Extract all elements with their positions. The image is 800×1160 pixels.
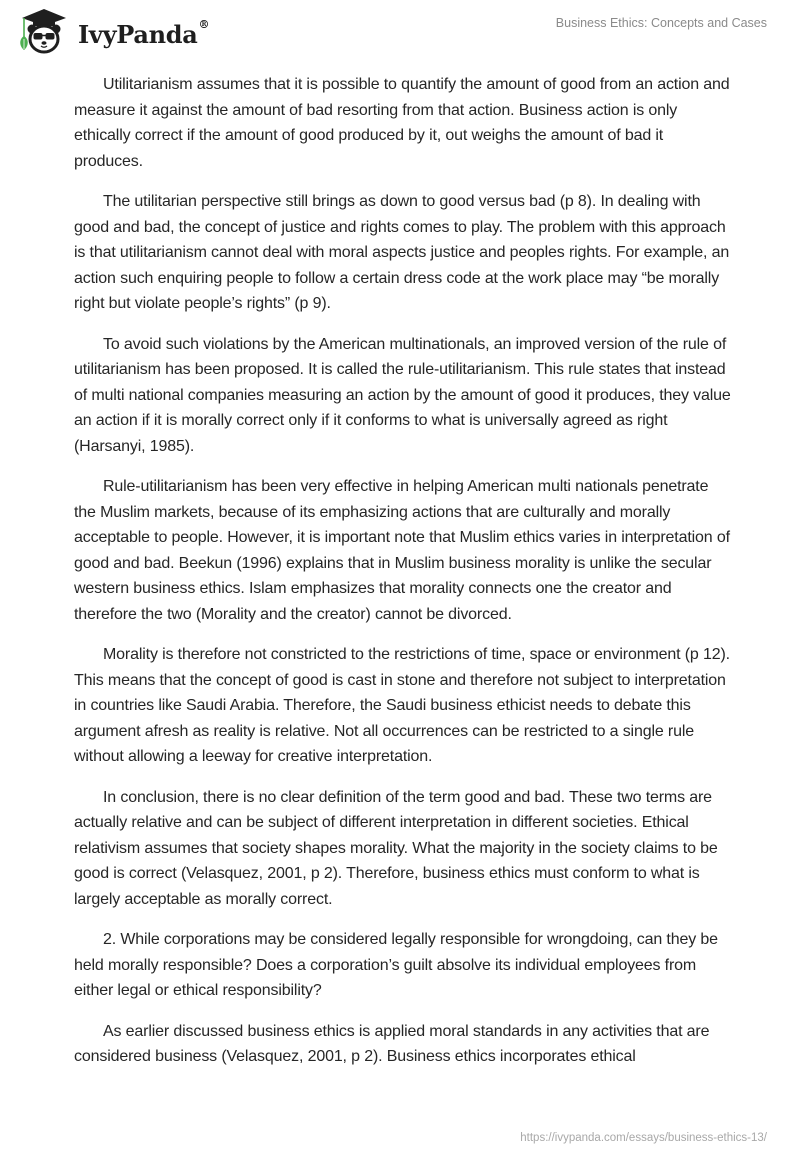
- registered-mark: ®: [198, 17, 210, 31]
- paragraph: In conclusion, there is no clear definition of the term good and bad. These two terms are actually relative and can be subject of different interpretation in different societies. Ethical relativism assumes that society shapes morality. What the majority in the society claims to be good is correct (Velasquez, 2001, p 2). Therefore, business ethics must conform to what is largely acceptable as morally correct.: [74, 788, 718, 908]
- brand-name-text: IvyPanda: [78, 19, 198, 49]
- document-title: Business Ethics: Concepts and Cases: [555, 16, 767, 30]
- paragraph: As earlier discussed business ethics is applied moral standards in any activities that are considered business (Velasquez, 2001, p 2). Business ethics incorporates ethical: [74, 1022, 710, 1065]
- question-paragraph: 2. While corporations may be considered legally responsible for wrongdoing, can they be held morally responsible? Does a corporation’s guilt absolve its individual employees from either legal or ethical responsibility?: [74, 931, 718, 999]
- brand-name: [78, 17, 210, 49]
- source-url-link[interactable]: https://ivypanda.com/essays/business-ethics-13/: [520, 1132, 767, 1144]
- panda-graduate-icon: [14, 6, 72, 56]
- paragraph: Rule-utilitarianism has been very effective in helping American multi nationals penetrate the Muslim markets, because of its emphasizing actions that are culturally and morally acceptable to people. However, it is important note that Muslim ethics varies in interpretation of good and bad. Beekun (1996) explains that in Muslim business morality is unlike the secular western business ethics. Islam emphasizes that morality connects one the creator and therefore the two (Morality and the creator) cannot be divorced.: [74, 478, 730, 623]
- paragraph: The utilitarian perspective still brings as down to good versus bad (p 8). In dealing with good and bad, the concept of justice and rights comes to play. The problem with this approach is that utilitarianism cannot deal with moral aspects justice and peoples rights. For example, an action such enquiring people to follow a certain dress code at the work place may “be morally right but violate people’s rights” (p 9).: [74, 193, 730, 312]
- essay-body: [74, 72, 734, 1085]
- paragraph: To avoid such violations by the American multinationals, an improved version of the rule of utilitarianism has been proposed. It is called the rule-utilitarianism. This rule states that instead of multi national companies measuring an action by the amount of good it produces, they value an action if it is morally correct only if it conforms to what is universally agreed as right (Harsanyi, 1985).: [74, 335, 731, 455]
- page-header: [0, 0, 800, 56]
- paragraph: Morality is therefore not constricted to the restrictions of time, space or environment (p 12). This means that the concept of good is cast in stone and therefore not subject to interpretation in countries like Saudi Arabia. Therefore, the Saudi business ethicist needs to debate this argument afresh as reality is relative. Not all occurrences can be restricted to a single rule without allowing a leeway for creative interpretation.: [74, 646, 730, 765]
- ivypanda-logo[interactable]: [14, 6, 209, 56]
- paragraph: Utilitarianism assumes that it is possible to quantify the amount of good from an action and measure it against the amount of bad resorting from that action. Business action is only ethically correct if the amount of good produced by it, out weighs the amount of bad it produces.: [74, 76, 730, 170]
